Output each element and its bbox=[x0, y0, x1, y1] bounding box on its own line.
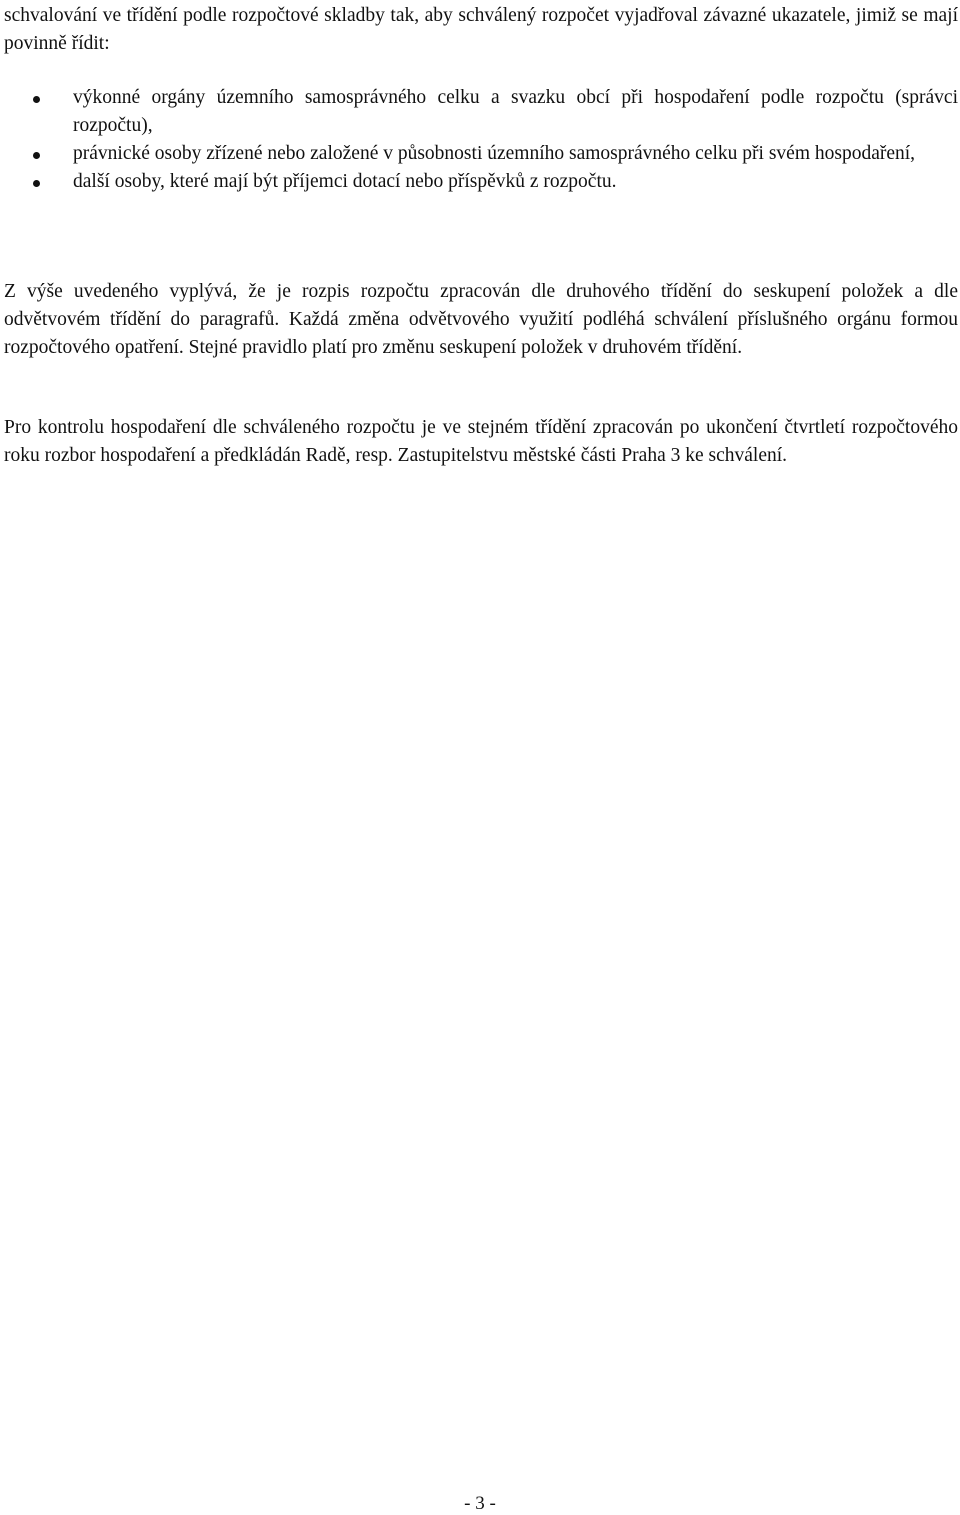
paragraph-control: Pro kontrolu hospodaření dle schváleného rozpočtu je ve stejném třídění zpracován po ukončení čtvrtletí rozpočtového roku rozbor hospodaření a předkládán Radě, resp. Zastupitelstvu městské části Praha 3 ke schválení. bbox=[4, 417, 958, 466]
intro-paragraph: schvalování ve třídění podle rozpočtové skladby tak, aby schválený rozpočet vyjadřoval závazné ukazatele, jimiž se mají povinně řídit: bbox=[4, 5, 958, 54]
list-item bbox=[0, 168, 958, 196]
bullet-icon bbox=[33, 152, 40, 159]
list-item-text: právnické osoby zřízené nebo založené v působnosti územního samosprávného celku při svém hospodaření, bbox=[73, 143, 916, 164]
list-item bbox=[0, 84, 958, 140]
list-item-text: další osoby, které mají být příjemci dotací nebo příspěvků z rozpočtu. bbox=[73, 171, 617, 192]
page-number: - 3 - bbox=[464, 1493, 496, 1514]
paragraph-classification: Z výše uvedeného vyplývá, že je rozpis rozpočtu zpracován dle druhového třídění do seskupení položek a dle odvětvovém třídění do paragrafů. Každá změna odvětvového využití podléhá schválení příslušného orgánu formou rozpočtového opatření. Stejné pravidlo platí pro změnu seskupení položek v druhovém třídění. bbox=[4, 281, 958, 358]
list-item bbox=[0, 140, 958, 168]
list-item-text: výkonné orgány územního samosprávného celku a svazku obcí při hospodaření podle rozpočtu (správci rozpočtu), bbox=[73, 87, 958, 136]
bullet-icon bbox=[33, 96, 40, 103]
bullet-icon bbox=[33, 180, 40, 187]
bullet-list bbox=[0, 84, 958, 196]
